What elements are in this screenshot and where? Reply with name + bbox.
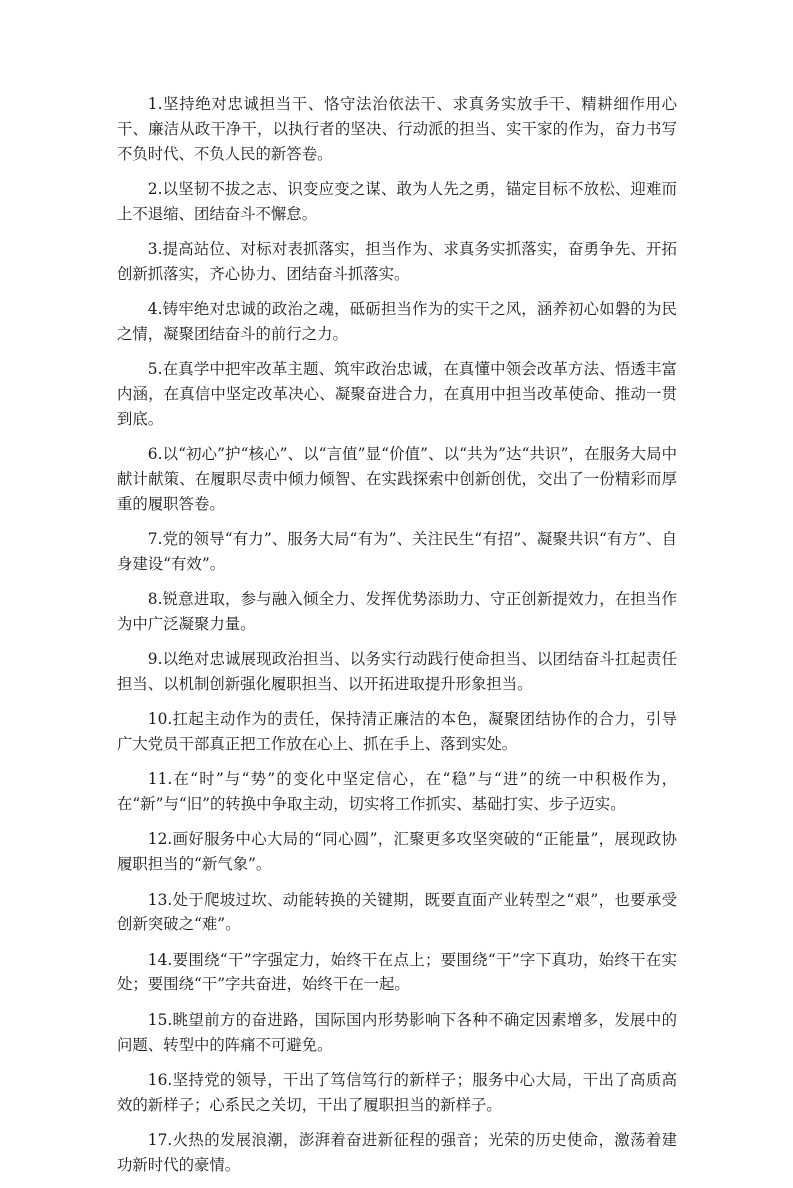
paragraph-12: 12.画好服务中心大局的“同心圆”，汇聚更多攻坚突破的“正能量”，展现政协履职担当的“新气象”。 — [117, 830, 677, 874]
paragraph-13: 13.处于爬坡过坎、动能转换的关键期，既要直面产业转型之“艰”，也要承受创新突破之“难”。 — [117, 890, 677, 934]
paragraph-6: 6.以“初心”护“核心”、以“言值”显“价值”、以“共为”达“共识”，在服务大局中献计献策、在履职尽责中倾力倾智、在实践探索中创新创优，交出了一份精彩而厚重的履职答卷。 — [117, 445, 677, 513]
paragraph-3: 3.提高站位、对标对表抓落实，担当作为、求真务实抓落实，奋勇争先、开拓创新抓落实，齐心协力、团结奋斗抓落实。 — [117, 239, 677, 283]
paragraph-11: 11.在“时”与“势”的变化中坚定信心，在“稳”与“进”的统一中积极作为，在“新”与“旧”的转换中争取主动，切实将工作抓实、基础打实、步子迈实。 — [117, 770, 678, 814]
paragraph-14: 14.要围绕“干”字强定力，始终干在点上；要围绕“干”字下真功，始终干在实处；要围绕“干”字共奋进，始终干在一起。 — [117, 950, 677, 994]
paragraph-15: 15.眺望前方的奋进路，国际国内形势影响下各种不确定因素增多，发展中的问题、转型中的阵痛不可避免。 — [117, 1010, 677, 1054]
paragraph-2: 2.以坚韧不拔之志、识变应变之谋、敢为人先之勇，锚定目标不放松、迎难而上不退缩、团结奋斗不懈怠。 — [117, 179, 677, 223]
paragraph-9: 9.以绝对忠诚展现政治担当、以务实行动践行使命担当、以团结奋斗扛起责任担当、以机制创新强化履职担当、以开拓进取提升形象担当。 — [117, 650, 677, 693]
paragraph-5: 5.在真学中把牢改革主题、筑牢政治忠诚，在真懂中领会改革方法、悟透丰富内涵，在真信中坚定改革决心、凝聚奋进合力，在真用中担当改革使命、推动一贯到底。 — [117, 360, 677, 428]
paragraph-1: 1.坚持绝对忠诚担当干、恪守法治依法干、求真务实放手干、精耕细作用心干、廉洁从政干净干，以执行者的坚决、行动派的担当、实干家的作为，奋力书写不负时代、不负人民的新答卷。 — [117, 95, 677, 163]
paragraph-4: 4.铸牢绝对忠诚的政治之魂，砥砺担当作为的实干之风，涵养初心如磐的为民之情，凝聚团结奋斗的前行之力。 — [117, 300, 677, 343]
paragraph-10: 10.扛起主动作为的责任，保持清正廉洁的本色，凝聚团结协作的合力，引导广大党员干部真正把工作放在心上、抓在手上、落到实处。 — [117, 710, 677, 754]
paragraph-17: 17.火热的发展浪潮，澎湃着奋进新征程的强音；光荣的历史使命，激荡着建功新时代的豪情。 — [117, 1130, 677, 1174]
paragraph-16: 16.坚持党的领导，干出了笃信笃行的新样子；服务中心大局，干出了高质高效的新样子；心系民之关切，干出了履职担当的新样子。 — [117, 1070, 677, 1114]
paragraph-8: 8.锐意进取，参与融入倾全力、发挥优势添助力、守正创新提效力，在担当作为中广泛凝聚力量。 — [117, 590, 677, 633]
document-body — [117, 92, 677, 1188]
paragraph-7: 7.党的领导“有力”、服务大局“有为”、关注民生“有招”、凝聚共识“有方”、自身建设“有效”。 — [117, 529, 677, 573]
